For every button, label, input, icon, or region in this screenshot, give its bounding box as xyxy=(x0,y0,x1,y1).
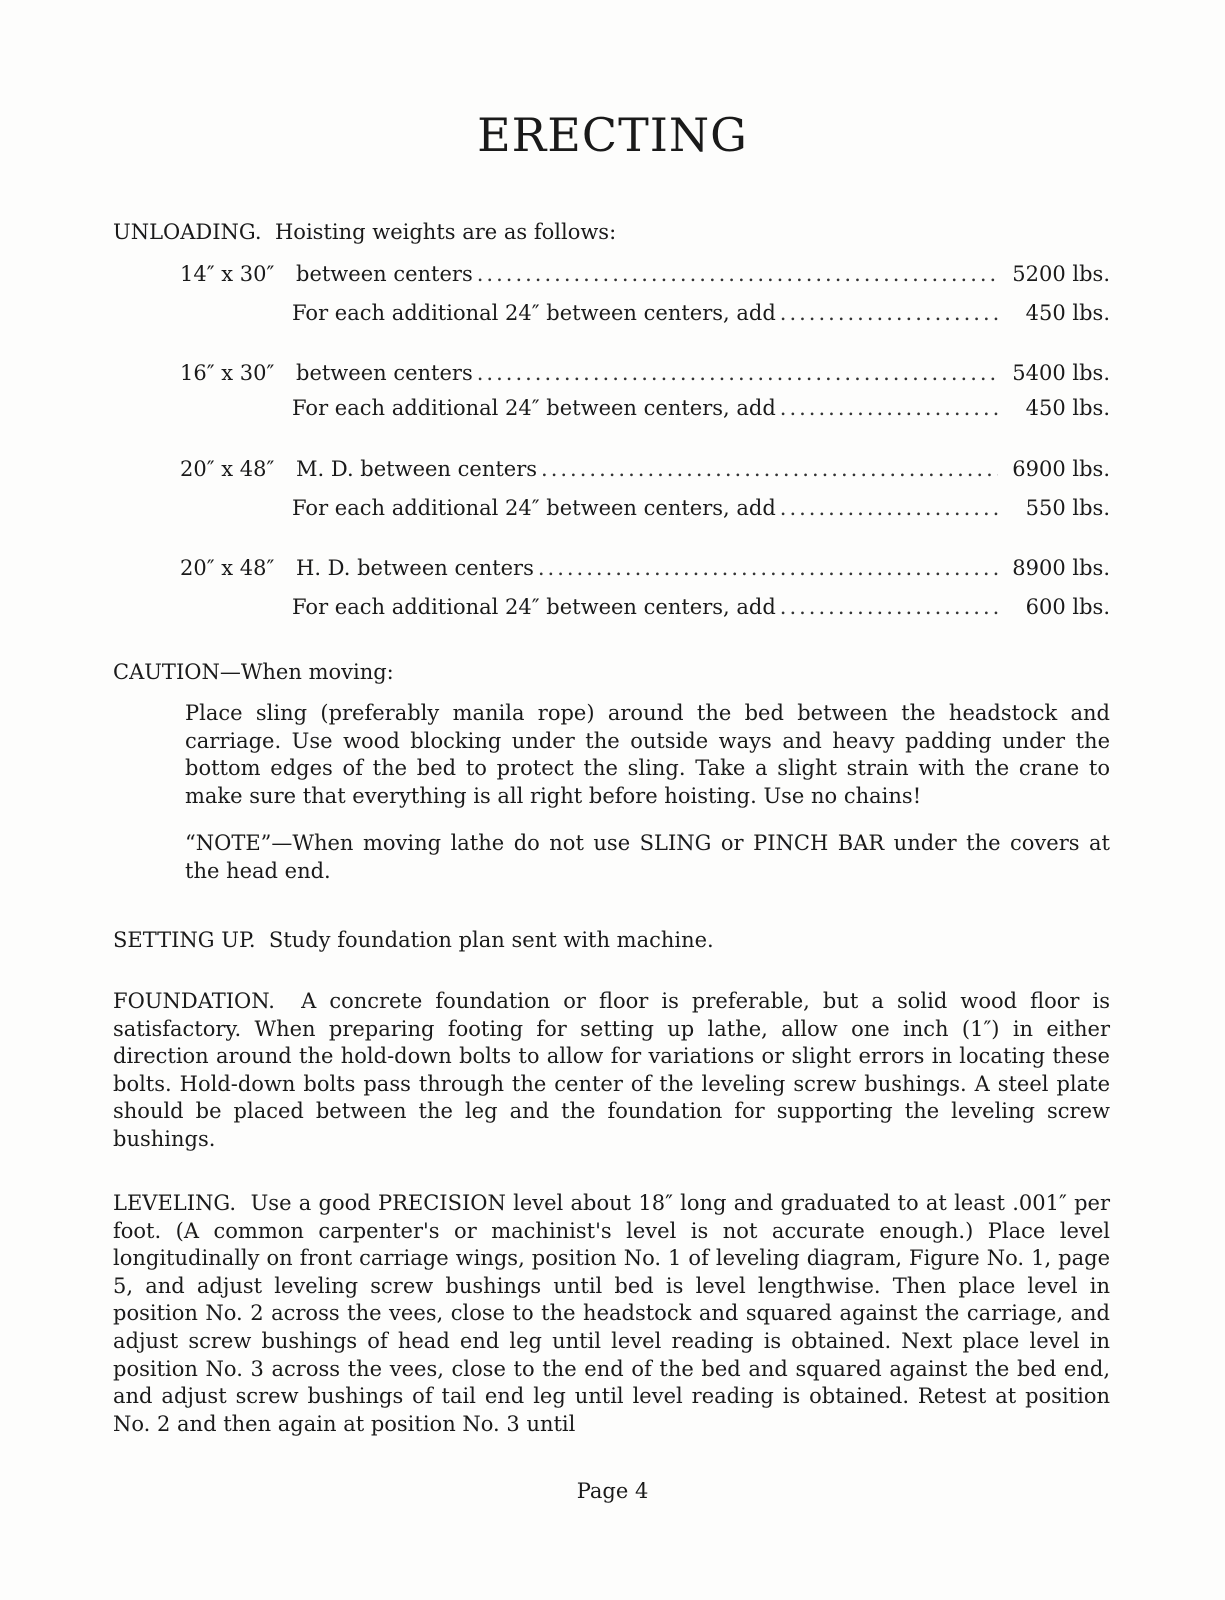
dot-leader xyxy=(780,394,998,422)
dot-leader xyxy=(780,593,998,621)
dot-leader xyxy=(541,455,998,483)
weight-description: H. D. between centers xyxy=(296,556,534,580)
machine-size: 20″ x 48″ xyxy=(180,556,275,580)
weight-value: 5400 lbs. xyxy=(1012,361,1110,385)
caution-heading: CAUTION—When moving: xyxy=(113,660,394,684)
additional-description: For each additional 24″ between centers, add xyxy=(292,595,776,619)
weight-value: 5200 lbs. xyxy=(1012,262,1110,286)
dot-leader xyxy=(538,554,998,582)
machine-size: 20″ x 48″ xyxy=(180,457,275,481)
unloading-label: UNLOADING. xyxy=(113,220,262,244)
weight-row xyxy=(180,359,1110,387)
additional-weight-row xyxy=(292,299,1110,327)
additional-description: For each additional 24″ between centers, add xyxy=(292,496,776,520)
dot-leader xyxy=(477,359,998,387)
additional-weight-row xyxy=(292,494,1110,522)
weight-row xyxy=(180,455,1110,483)
caution-note: “NOTE”—When moving lathe do not use SLING or PINCH BAR under the covers at the head end. xyxy=(185,831,1110,883)
leveling-paragraph xyxy=(113,1190,1110,1438)
additional-value: 450 lbs. xyxy=(1025,301,1110,325)
machine-size: 16″ x 30″ xyxy=(180,361,275,385)
unloading-heading xyxy=(113,218,616,246)
additional-description: For each additional 24″ between centers, add xyxy=(292,396,776,420)
additional-weight-row xyxy=(292,394,1110,422)
dot-leader xyxy=(780,299,998,327)
leveling-text: Use a good PRECISION level about 18″ long and graduated to at least .001″ per foot. (A common carpenter's or machinist's level is not accurate enough.) Place level longitudinally on front carriage wings, position No. 1 of leveling diagram, Figure No. 1, page 5, and adjust leveling screw bushings until bed is level lengthwise. Then place level in position No. 2 across the vees, close to the headstock and squared against the carriage, and adjust screw bushings of head end leg until level reading is obtained. Next place level in position No. 3 across the vees, close to the end of the bed and squared against the bed end, and adjust screw bushings of tail end leg until level reading is obtained. Retest at position No. 2 and then again at position No. 3 until xyxy=(113,1191,1110,1436)
weight-value: 8900 lbs. xyxy=(1012,556,1110,580)
foundation-paragraph xyxy=(113,988,1110,1154)
additional-description: For each additional 24″ between centers, add xyxy=(292,301,776,325)
weight-value: 6900 lbs. xyxy=(1012,457,1110,481)
page-title: ERECTING xyxy=(477,108,748,162)
weight-description: M. D. between centers xyxy=(296,457,538,481)
dot-leader xyxy=(477,260,998,288)
setting-up-line xyxy=(113,926,714,954)
weight-row xyxy=(180,260,1110,288)
weight-description: between centers xyxy=(296,361,473,385)
caution-body: Place sling (preferably manila rope) around the bed between the headstock and carriage. Use wood blocking under the outside ways and heavy padding under the bottom edges of the bed to protect the sling. Take a slight strain with the crane to make sure that everything is all right before hoisting. Use no chains! xyxy=(185,701,1110,808)
machine-size: 14″ x 30″ xyxy=(180,262,275,286)
weight-row xyxy=(180,554,1110,582)
additional-value: 600 lbs. xyxy=(1025,595,1110,619)
leveling-label: LEVELING. xyxy=(113,1191,237,1215)
additional-value: 550 lbs. xyxy=(1025,496,1110,520)
additional-value: 450 lbs. xyxy=(1025,396,1110,420)
weight-description: between centers xyxy=(296,262,473,286)
page-number: Page 4 xyxy=(576,1479,649,1503)
setting-up-text: Study foundation plan sent with machine. xyxy=(268,928,714,952)
foundation-label: FOUNDATION. xyxy=(113,989,275,1013)
unloading-intro: Hoisting weights are as follows: xyxy=(274,220,617,244)
setting-up-label: SETTING UP. xyxy=(113,928,256,952)
foundation-text: A concrete foundation or floor is preferable, but a solid wood floor is satisfactory. When preparing footing for setting up lathe, allow one inch (1″) in either direction around the hold-down bolts to allow for variations or slight errors in locating these bolts. Hold-down bolts pass through the center of the leveling screw bushings. A steel plate should be placed between the leg and the foundation for supporting the leveling screw bushings. xyxy=(113,989,1110,1151)
additional-weight-row xyxy=(292,593,1110,621)
dot-leader xyxy=(780,494,998,522)
